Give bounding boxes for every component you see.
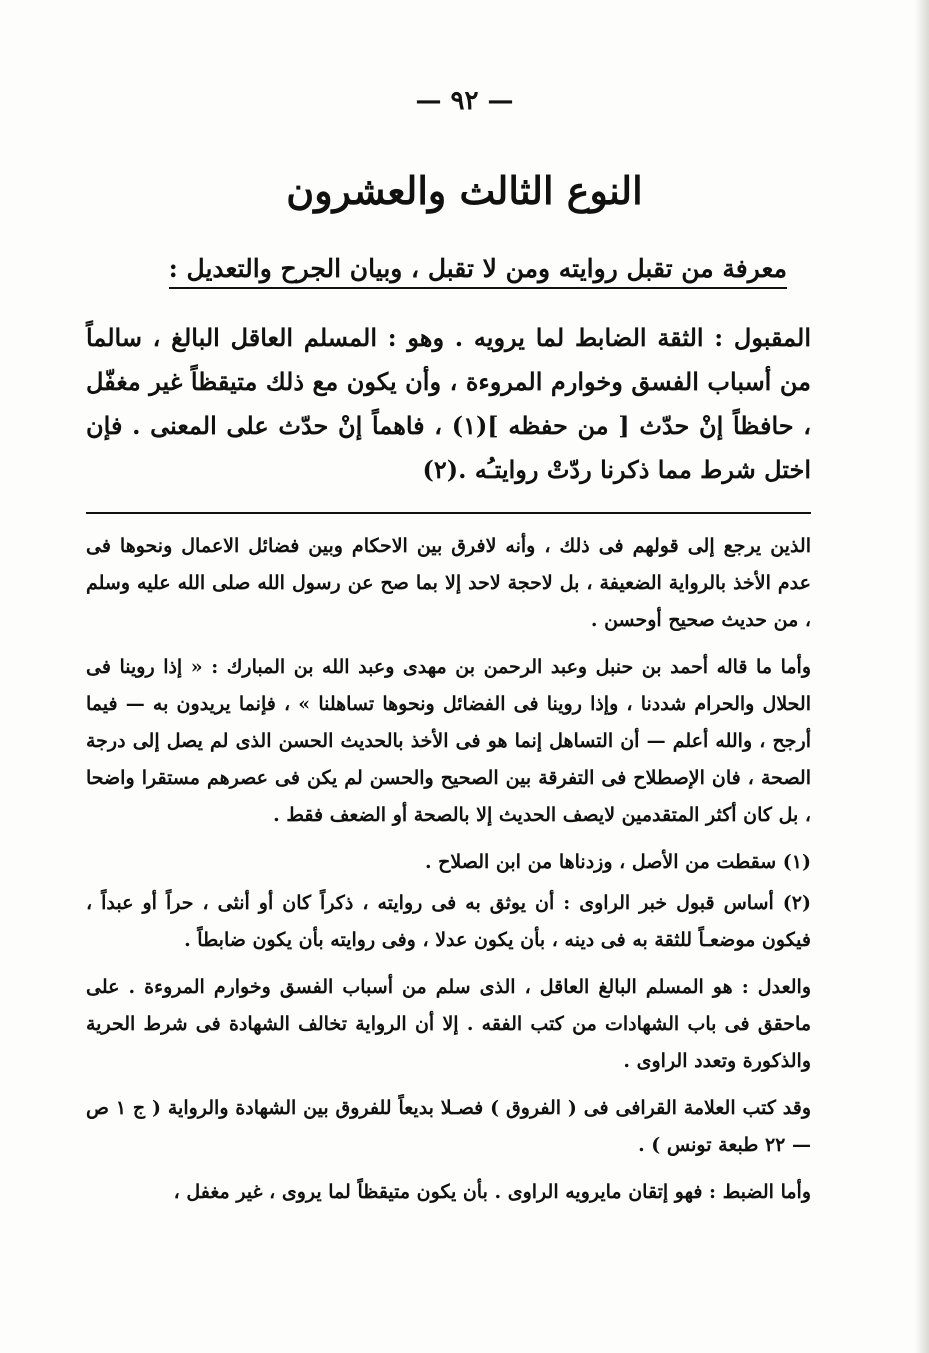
chapter-title: النوع الثالث والعشرون [286,168,643,213]
footnote-2: (٢) أساس قبول خبر الراوى : أن يوثق به فى روايته ، ذكراً كان أو أنثى ، حراً أو عبداً ، فيكون موضعـاً للثقة به فى دينه ، بأن يكون عدلا ، وفى روايته بأن يكون ضابطاً . [86,892,811,951]
qarafi-paragraph: وقد كتب العلامة القرافى فى ( الفروق ) فصـلا بديعاً للفروق بين الشهادة والرواية ( ج ١ ص — ٢٢ طبعة تونس ) . [86,1097,811,1156]
section-heading: معرفة من تقبل روايته ومن لا تقبل ، وبيان الجرح والتعديل : [169,254,787,289]
page-number: — ٩٢ — [415,86,514,116]
dabt-paragraph: وأما الضبط : فهو إتقان مايرويه الراوى . بأن يكون متيقظاً لما يروى ، غير مغفل ، [173,1181,811,1203]
footnotes-block [86,528,811,1221]
footnote-separator [86,512,811,514]
main-text-block [86,316,811,492]
adl-paragraph: والعدل : هو المسلم البالغ العاقل ، الذى سلم من أسباب الفسق وخوارم المروءة . على ماحقق فى باب الشهادات من كتب الفقه . إلا أن الرواية تخالف الشهادة فى شرط الحرية والذكورة وتعدد الراوى . [86,976,811,1072]
footnote-1: (١) سقطت من الأصل ، وزدناها من ابن الصلاح . [424,851,811,873]
main-paragraph: المقبول : الثقة الضابط لما يرويه . وهو : المسلم العاقل البالغ ، سالماً من أسباب الفسق وخوارم المروءة ، وأن يكون مع ذلك متيقظاً غير مغفّل ، حافظاً إنْ حدّث [ من حفظه ](١) ، فاهماً إنْ حدّث على المعنى . فإن اختل شرط مما ذكرنا ردّتْ روايتـُه .(٢) [86,323,811,484]
note-continuation-1: الذين يرجع إلى قولهم فى ذلك ، وأنه لافرق بين الاحكام وبين فضائل الاعمال ونحوها فى عدم الأخذ بالرواية الضعيفة ، بل لاحجة لاحد إلا بما صح عن رسول الله صلى الله عليه وسلم ، من حديث صحيح أوحسن . [86,535,811,631]
note-continuation-2: وأما ما قاله أحمد بن حنبل وعبد الرحمن بن مهدى وعبد الله بن المبارك : « إذا روينا فى الحلال والحرام شددنا ، وإذا روينا فى الفضائل ونحوها تساهلنا » ، فإنما يريدون به — فيما أرجح ، والله أعلم — أن التساهل إنما هو فى الأخذ بالحديث الحسن الذى لم يصل إلى درجة الصحة ، فان الإصطلاح فى التفرقة بين الصحيح والحسن لم يكن فى عصرهم مستقرا واضحا ، بل كان أكثر المتقدمين لايصف الحديث إلا بالصحة أو الضعف فقط . [86,656,811,826]
